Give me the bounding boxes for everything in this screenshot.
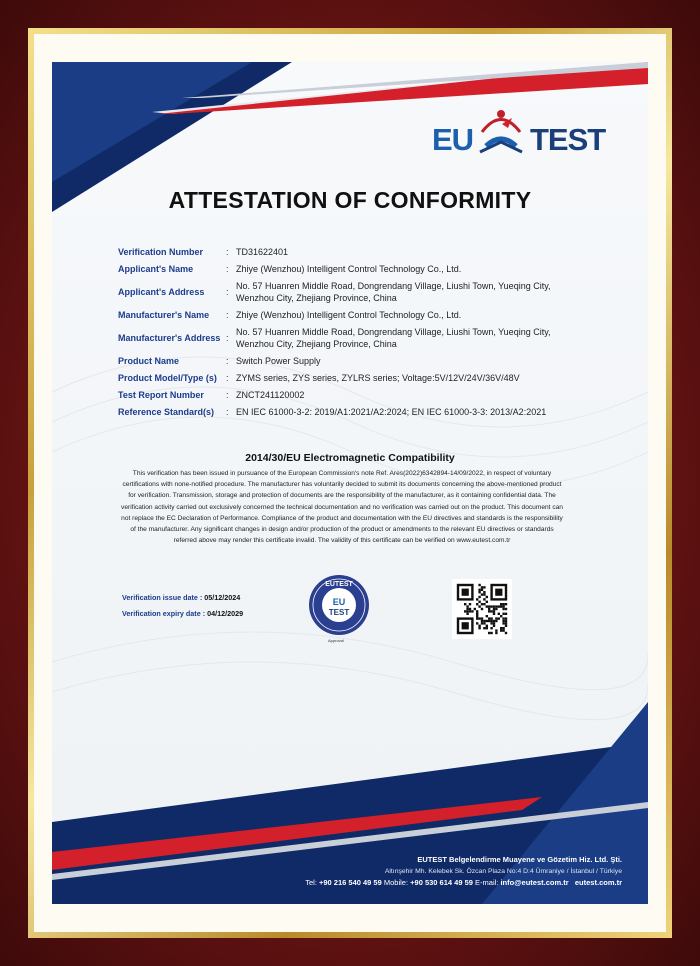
issue-date-value: 05/12/2024 — [204, 593, 241, 602]
verification-dates — [122, 593, 243, 625]
field-label: Product Name — [118, 356, 180, 366]
footer-company: EUTEST Belgelendirme Muayene ve Gözetim Hiz. Ltd. Şti. — [417, 855, 622, 864]
tel-label: Tel: — [305, 878, 317, 887]
certificate-title: ATTESTATION OF CONFORMITY — [168, 187, 532, 213]
field-separator: : — [226, 310, 229, 320]
field-separator: : — [226, 373, 229, 383]
certificate-fields — [118, 246, 588, 423]
footer-address: Altınşehir Mh. Kelebek Sk. Özcan Plaza No:4 D:4 Ümraniye / İstanbul / Türkiye — [384, 868, 622, 875]
website-link[interactable]: eutest.com.tr — [574, 878, 622, 887]
email-link[interactable]: info@eutest.com.tr — [500, 878, 569, 887]
mobile-label: Mobile: — [383, 878, 409, 887]
expiry-date-label: Verification expiry date — [122, 609, 201, 618]
field-value: No. 57 Huanren Middle Road, Dongrendang Village, Liushi Town, Yueqing City, Wenzhou City, Zhejiang Province, China — [236, 327, 551, 349]
field-separator: : — [226, 264, 229, 274]
expiry-date-value: 04/12/2029 — [207, 609, 244, 618]
field-row — [118, 372, 588, 384]
certificate-paper — [52, 62, 648, 904]
field-row — [118, 263, 588, 275]
field-label: Manufacturer's Address — [118, 333, 221, 343]
field-label: Verification Number — [118, 247, 204, 257]
field-label: Applicant's Name — [118, 264, 194, 274]
field-row — [118, 326, 588, 350]
field-row — [118, 355, 588, 367]
eutest-seal-icon — [308, 574, 370, 636]
field-row — [118, 389, 588, 401]
field-value: ZYMS series, ZYS series, ZYLRS series; Voltage:5V/12V/24V/36V/48V — [236, 373, 520, 383]
field-label: Applicant's Address — [118, 287, 205, 297]
logo-test-text: TEST — [530, 122, 606, 157]
field-row — [118, 246, 588, 258]
email-label: E-mail: — [475, 878, 499, 887]
svg-text:EUTEST: EUTEST — [325, 581, 353, 588]
field-value: EN IEC 61000-3-2: 2019/A1:2021/A2:2024; EN IEC 61000-3-3: 2013/A2:2021 — [236, 407, 547, 417]
field-label: Test Report Number — [118, 390, 204, 400]
logo-emblem-icon — [472, 102, 530, 162]
svg-text:TEST: TEST — [328, 608, 350, 617]
expiry-date-row: Verification expiry date : 04/12/2029 — [122, 609, 244, 618]
field-value: No. 57 Huanren Middle Road, Dongrendang Village, Liushi Town, Yueqing City, Wenzhou City, Zhejiang Province, China — [236, 281, 551, 303]
footer — [52, 854, 622, 889]
field-row — [118, 309, 588, 321]
field-separator: : — [226, 407, 229, 417]
field-value: ZNCT241120002 — [236, 390, 305, 400]
field-row — [118, 280, 588, 304]
field-value: Switch Power Supply — [236, 356, 321, 366]
svg-text:EU: EU — [332, 597, 346, 607]
qr-code-icon[interactable] — [452, 579, 512, 639]
seal-caption: Approval — [328, 638, 344, 643]
logo-eu-text: EU — [432, 122, 474, 157]
field-separator: : — [226, 390, 229, 400]
field-separator: : — [226, 247, 229, 257]
field-value: Zhiye (Wenzhou) Intelligent Control Technology Co., Ltd. — [236, 310, 462, 320]
certificate-body-text: This verification has been issued in pursuance of the European Commission's note Ref. Ares(2022)6342894-14/09/2022, in respect of voluntary certifications with none-notified procedure. The manufacturer has voluntarily decided to submit its documents concerning the above-mentioned product for verification. Transmission, storage and protection of documents are the responsibility of the manufacturer, as it containing confidential data. The verification activity carried out exclusively concerned the technical documentation and no verification was carried out on the product. This document can not replace the EC Declaration of Performance. Compliance of the product and documentation with the EU directives and standards is the responsibility of the manufacturer. Any significant changes in design and/or production of the product or amendments to the relevant EU directives or standards referred above may render this certificate invalid. The validity of this certificate can be verified on www.eutest.com.tr — [121, 470, 563, 545]
field-value: TD31622401 — [236, 247, 289, 257]
mobile-value: +90 530 614 49 59 — [410, 878, 473, 887]
tel-value: +90 216 540 49 59 — [319, 878, 382, 887]
field-row — [118, 406, 588, 418]
footer-contact — [52, 877, 622, 889]
field-label: Manufacturer's Name — [118, 310, 210, 320]
issue-date-row: Verification issue date : 05/12/2024 — [122, 593, 241, 602]
directive-title: 2014/30/EU Electromagnetic Compatibility — [245, 452, 455, 464]
eutest-logo — [432, 102, 632, 167]
issue-date-label: Verification issue date — [122, 593, 198, 602]
field-label: Product Model/Type (s) — [118, 373, 217, 383]
field-separator: : — [226, 333, 229, 343]
field-value: Zhiye (Wenzhou) Intelligent Control Technology Co., Ltd. — [236, 264, 462, 274]
field-separator: : — [226, 356, 229, 366]
field-separator: : — [226, 287, 229, 297]
field-label: Reference Standard(s) — [118, 407, 215, 417]
